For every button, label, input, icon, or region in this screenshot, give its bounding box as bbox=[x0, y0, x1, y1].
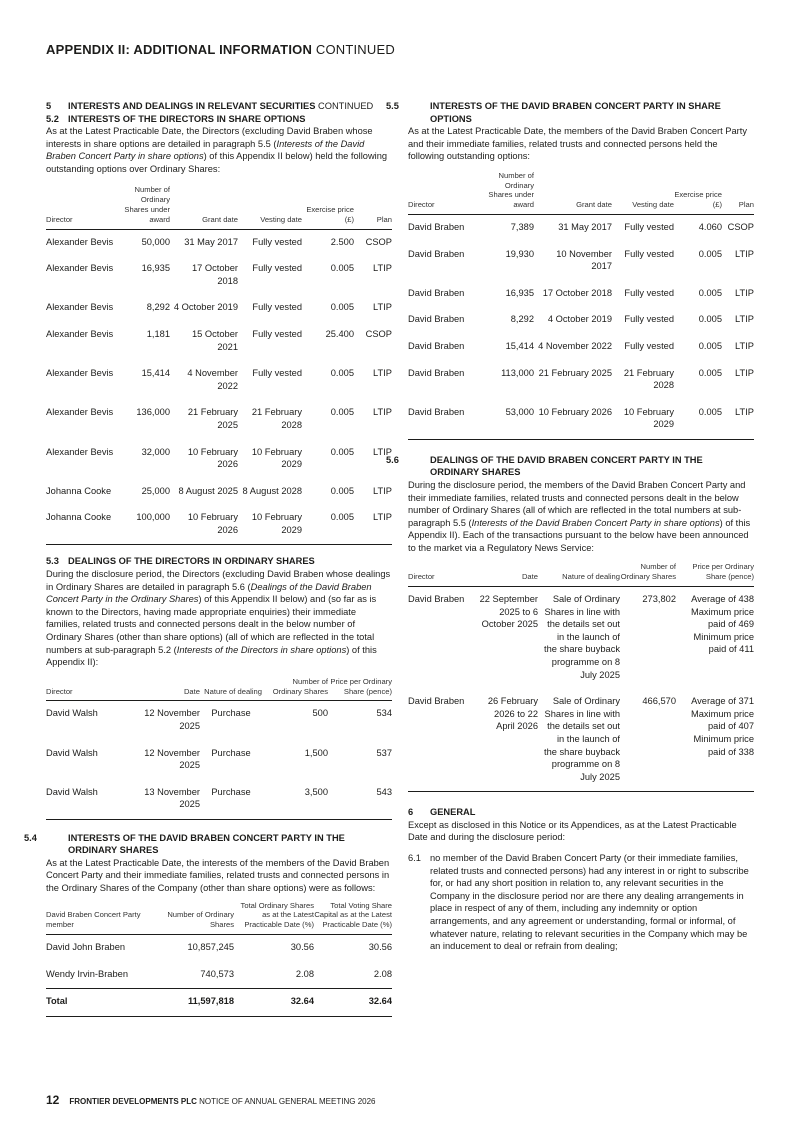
table-cell: 12 November 2025 bbox=[144, 708, 200, 731]
table-cell: LTIP bbox=[373, 485, 392, 496]
section-6-text: Except as disclosed in this Notice or its Appendices, as at the Latest Practicable Date and during the disclosure period: bbox=[408, 819, 737, 843]
table-cell: 4 October 2019 bbox=[173, 302, 238, 313]
page-footer bbox=[46, 1093, 375, 1107]
table-cell: 7,389 bbox=[510, 221, 534, 232]
section-5-5-heading: 5.5 INTERESTS OF THE DAVID BRABEN CONCERT PARTY IN SHARE OPTIONS bbox=[386, 101, 721, 124]
page-number: 12 bbox=[46, 1093, 60, 1107]
table-cell: 8,292 bbox=[510, 314, 534, 325]
table-cell: 3,500 bbox=[304, 786, 328, 797]
table-cell: 100,000 bbox=[136, 512, 170, 523]
directors-dealings-table: Director Date Nature of dealing Number of Ordinary Shares Price per Ordinary Share (pence) David Walsh 12 November 2025 Purchase 500 534 David Walsh 12 November 2025 Purchase 1,500 537 David Walsh 13 November 2025 Purchase 3,500 543 bbox=[46, 677, 392, 820]
table-cell: LTIP bbox=[735, 406, 754, 417]
table-cell: 4.060 bbox=[698, 221, 722, 232]
table-cell: 0.005 bbox=[330, 263, 354, 274]
table-cell: 543 bbox=[376, 786, 392, 797]
table-cell: 17 October 2018 bbox=[192, 263, 238, 286]
table-row bbox=[408, 334, 754, 361]
table-cell: LTIP bbox=[735, 367, 754, 378]
section-5-3-heading: 5.3 DEALINGS OF THE DIRECTORS IN ORDINARY SHARES bbox=[46, 556, 315, 567]
header-title: APPENDIX II: ADDITIONAL INFORMATION bbox=[46, 42, 313, 57]
table-cell: 10 November 2017 bbox=[556, 248, 612, 272]
footer-document: NOTICE OF ANNUAL GENERAL MEETING 2026 bbox=[196, 1097, 376, 1106]
table-cell: LTIP bbox=[373, 512, 392, 523]
table-cell: 21 February 2028 bbox=[623, 367, 674, 391]
table-cell: Fully vested bbox=[252, 368, 302, 379]
table-row bbox=[408, 400, 754, 440]
table-cell: 8,292 bbox=[146, 302, 170, 313]
table-cell: LTIP bbox=[373, 302, 392, 313]
left-column bbox=[24, 100, 392, 1017]
table-cell: 0.005 bbox=[698, 248, 722, 259]
concert-party-interests-table: David Braben Concert Party member Number of Ordinary Shares Total Ordinary Shares as at the Latest Practicable Date (%) Total Voting Share Capital as at the Latest Practicable Date (%) David John Braben 10,857,245 30.56 30.56 Wendy Irvin-Braben 740,573 2.08 2.08 Total 11,597,818 32.64 32.64 bbox=[46, 901, 392, 1017]
table-cell: 10 February 2029 bbox=[623, 406, 674, 430]
table-cell: Average of 371 Maximum price paid of 407 Minimum price paid of 338 bbox=[690, 696, 754, 757]
table-cell: 0.005 bbox=[330, 302, 354, 313]
table-row bbox=[408, 587, 754, 690]
table-cell: 10 February 2026 bbox=[538, 406, 612, 417]
table-row bbox=[46, 256, 392, 295]
table-cell: Fully vested bbox=[624, 287, 674, 298]
table-cell: 21 February 2025 bbox=[187, 407, 238, 430]
right-column bbox=[386, 100, 754, 953]
table-cell: David Braben bbox=[408, 406, 465, 417]
table-cell: 0.005 bbox=[698, 314, 722, 325]
table-cell: 50,000 bbox=[141, 236, 170, 247]
table-cell: Fully vested bbox=[624, 248, 674, 259]
table-cell: David John Braben bbox=[46, 942, 126, 953]
table-cell: LTIP bbox=[373, 368, 392, 379]
table-cell: 466,570 bbox=[642, 696, 676, 707]
table-cell: 1,181 bbox=[146, 328, 170, 339]
table-cell: LTIP bbox=[373, 407, 392, 418]
table-row bbox=[408, 689, 754, 792]
table-cell: David Braben bbox=[408, 248, 465, 259]
table-cell: 17 October 2018 bbox=[542, 287, 612, 298]
table-row bbox=[46, 229, 392, 256]
table-row bbox=[408, 242, 754, 281]
table-cell: Average of 438 Maximum price paid of 469 Minimum price paid of 411 bbox=[690, 594, 754, 655]
header-continued: CONTINUED bbox=[312, 42, 395, 57]
table-cell: Wendy Irvin-Braben bbox=[46, 968, 128, 979]
table-cell: Fully vested bbox=[252, 328, 302, 339]
table-cell: 4 November 2022 bbox=[538, 340, 612, 351]
table-cell: 31 May 2017 bbox=[558, 221, 612, 232]
table-row bbox=[408, 361, 754, 400]
section-5-5-text: As at the Latest Practicable Date, the members of the David Braben Concert Party and their immediate families, related trusts and connected persons held the following outstanding options: bbox=[408, 126, 747, 162]
table-cell: LTIP bbox=[735, 287, 754, 298]
section-5-4-heading: 5.4 INTERESTS OF THE DAVID BRABEN CONCERT PARTY IN THE ORDINARY SHARES bbox=[24, 832, 345, 856]
table-cell: Purchase bbox=[211, 747, 251, 758]
table-cell: 537 bbox=[376, 747, 392, 758]
table-cell: 0.005 bbox=[698, 367, 722, 378]
table-row bbox=[46, 440, 392, 479]
table-cell: 32,000 bbox=[141, 446, 170, 457]
table-cell: 10 February 2029 bbox=[251, 446, 302, 470]
list-item: 6.1 no member of the David Braben Concert Party (or their immediate families, related trusts and connected persons) had any interest in or right to subscribe for, or had any short position in relation to, any relevant securities in the Company in the disclosure period nor are there any dealing arrangements in place in respect of any of them, including any indemnity or option arrangements, and any agreement or understanding, formal or informal, of whatever nature, relating to relevant securities in the Company which may be an inducement to deal or refrain from dealing; bbox=[408, 853, 749, 952]
section-5-6-text: During the disclosure period, the members of the David Braben Concert Party and their immediate families, related trusts and connected persons dealt in the below number of Ordinary Shares (all of which are reflected in the total numbers at sub-paragraph 5.5 (Interests of the David Braben Concert Party in share options) of this Appendix II). Each of the transactions pursuant to the below have been announced to the market via a Regulatory News Service: bbox=[408, 479, 751, 553]
table-row bbox=[46, 479, 392, 506]
table-cell: CSOP bbox=[365, 236, 392, 247]
table-cell: 15,414 bbox=[141, 368, 170, 379]
table-cell: David Braben bbox=[408, 287, 465, 298]
table-cell: 534 bbox=[376, 708, 392, 719]
table-cell: 25,000 bbox=[141, 485, 170, 496]
table-row bbox=[46, 962, 392, 989]
table-cell: LTIP bbox=[373, 263, 392, 274]
table-cell: 740,573 bbox=[200, 968, 234, 979]
table-cell: David Walsh bbox=[46, 708, 98, 719]
table-row bbox=[46, 361, 392, 400]
table-cell: 16,935 bbox=[505, 287, 534, 298]
footer-company: FRONTIER DEVELOPMENTS PLC bbox=[69, 1097, 197, 1106]
table-cell: LTIP bbox=[373, 446, 392, 457]
table-cell: 113,000 bbox=[501, 367, 534, 378]
table-row bbox=[46, 701, 392, 741]
table-cell: 136,000 bbox=[136, 407, 170, 418]
table-cell: CSOP bbox=[365, 328, 392, 339]
table-cell: David Walsh bbox=[46, 747, 98, 758]
table-cell: David Braben bbox=[408, 594, 465, 605]
table-row bbox=[46, 741, 392, 780]
table-total-row: Total 11,597,818 32.64 32.64 bbox=[46, 989, 392, 1017]
table-cell: 12 November 2025 bbox=[144, 747, 200, 771]
directors-options-table: Director Number of Ordinary Shares under award Grant date Vesting date Exercise price (£) Plan Alexander Bevis 50,000 31 May 2017 Fully vested 2.500 CSOP Alexander Bevis 16,935 17 October 2018 Fully vested 0.005 LTIP Alexander Bevis 8,292 4 October 2019 Fully vested 0.005 LTIP Alexander Bevis 1,181 15 October 2021 Fully vested 25.400 CSOP Alexander Bevis 15,414 4 November 2022 Fully vested 0.005 LTIP Alexander Bevis 136,000 21 February 2025 21 February 2028 0.005 LTIP Alexander Bevis 32,000 10 February 2026 10 February 2029 0.005 LTIP Johanna Cooke 25,000 8 August 2025 8 August 2028 0.005 LTIP Johanna Cooke 100,000 10 February 2026 10 February 2029 0.005 LTIP bbox=[46, 185, 392, 545]
table-cell: 0.005 bbox=[330, 368, 354, 379]
table-cell: Johanna Cooke bbox=[46, 485, 112, 496]
table-cell: Alexander Bevis bbox=[46, 407, 114, 418]
table-cell: Sale of Ordinary Shares in line with the details set out in the launch of the share buyback programme on 8 July 2025 bbox=[544, 696, 620, 782]
table-cell: 31 May 2017 bbox=[184, 236, 238, 247]
table-cell: LTIP bbox=[735, 248, 754, 259]
table-cell: 10 February 2026 bbox=[187, 512, 238, 535]
table-cell: 30.56 bbox=[290, 942, 314, 953]
table-cell: David Braben bbox=[408, 367, 465, 378]
table-cell: Fully vested bbox=[252, 236, 302, 247]
table-cell: Alexander Bevis bbox=[46, 302, 114, 313]
table-cell: 4 October 2019 bbox=[547, 314, 612, 325]
table-cell: 0.005 bbox=[330, 407, 354, 418]
table-cell: Alexander Bevis bbox=[46, 446, 114, 457]
table-cell: 500 bbox=[312, 708, 328, 719]
table-cell: 0.005 bbox=[698, 406, 722, 417]
table-cell: LTIP bbox=[735, 314, 754, 325]
table-row bbox=[46, 935, 392, 962]
table-cell: Alexander Bevis bbox=[46, 368, 114, 379]
section-6-heading: 6 GENERAL bbox=[408, 807, 476, 818]
table-cell: 0.005 bbox=[330, 446, 354, 457]
table-cell: 26 February 2026 to 22 April 2026 bbox=[487, 696, 538, 732]
table-cell: LTIP bbox=[735, 340, 754, 351]
concert-party-options-table: Director Number of Ordinary Shares under award Grant date Vesting date Exercise price (£) Plan David Braben 7,389 31 May 2017 Fully vested 4.060 CSOP David Braben 19,930 10 November 2017 Fully vested 0.005 LTIP David Braben 16,935 17 October 2018 Fully vested 0.005 LTIP David Braben 8,292 4 October 2019 Fully vested 0.005 LTIP David Braben 15,414 4 November 2022 Fully vested 0.005 LTIP David Braben 113,000 21 February 2025 21 February 2028 0.005 LTIP David Braben 53,000 10 February 2026 10 February 2029 0.005 LTIP bbox=[408, 171, 754, 440]
section-5-heading: 5 INTERESTS AND DEALINGS IN RELEVANT SECURITIES CONTINUED bbox=[46, 101, 374, 111]
table-cell: 13 November 2025 bbox=[144, 786, 200, 810]
table-cell: Alexander Bevis bbox=[46, 263, 114, 274]
table-cell: 2.500 bbox=[330, 236, 354, 247]
table-cell: Fully vested bbox=[624, 314, 674, 325]
table-cell: Fully vested bbox=[624, 340, 674, 351]
table-cell: 22 September 2025 to 6 October 2025 bbox=[479, 594, 538, 630]
table-cell: 10 February 2026 bbox=[187, 446, 238, 470]
table-cell: David Walsh bbox=[46, 786, 98, 797]
table-row bbox=[46, 322, 392, 361]
table-cell: 21 February 2028 bbox=[251, 407, 302, 430]
table-cell: David Braben bbox=[408, 696, 465, 707]
table-cell: 0.005 bbox=[698, 287, 722, 298]
table-cell: CSOP bbox=[727, 221, 754, 232]
table-cell: 21 February 2025 bbox=[538, 367, 612, 378]
table-cell: Purchase bbox=[211, 708, 251, 719]
table-cell: 53,000 bbox=[505, 406, 534, 417]
table-cell: 2.08 bbox=[373, 968, 392, 979]
table-cell: 15 October 2021 bbox=[192, 328, 238, 352]
table-row bbox=[408, 281, 754, 308]
table-cell: David Braben bbox=[408, 314, 465, 325]
concert-party-dealings-table: Director Date Nature of dealing Number of Ordinary Shares Price per Ordinary Share (pence) David Braben 22 September 2025 to 6 October 2025 Sale of Ordinary Shares in line with the details set out in the launch of the share buyback programme on 8 July 2025 273,802 Average of 438 Maximum price paid of 469 Minimum price paid of 411 David Braben 26 February 2026 to 22 April 2026 Sale of Ordinary Shares in line with the details set out in the launch of the share buyback programme on 8 July 2025 466,570 Average of 371 Maximum price paid of 407 Minimum price paid of 338 bbox=[408, 562, 754, 792]
table-cell: Fully vested bbox=[624, 221, 674, 232]
table-cell: Johanna Cooke bbox=[46, 512, 112, 523]
table-cell: 10 February 2029 bbox=[251, 512, 302, 535]
table-cell: 16,935 bbox=[141, 263, 170, 274]
table-cell: 273,802 bbox=[642, 594, 676, 605]
table-cell: 15,414 bbox=[505, 340, 534, 351]
table-cell: 4 November 2022 bbox=[187, 368, 238, 391]
section-5-3-text: During the disclosure period, the Directors (excluding David Braben whose dealings in Ordinary Shares are detailed in paragraph 5.6 (Dealings of the David Braben Concert Party in the Ordinary Shares) of this Appendix II below) and (so far as is known to the Directors, having made appropriate enquiries) their immediate families, related trusts and connected persons dealt in the below number of Ordinary Shares (other than share options) (all of which are reflected in the total numbers at sub-paragraph 5.2 (Interests of the Directors in share options) of this Appendix II): bbox=[46, 568, 391, 668]
table-cell: Sale of Ordinary Shares in line with the details set out in the launch of the share buyback programme on 8 July 2025 bbox=[544, 594, 620, 680]
section-5-2-heading: 5.2 INTERESTS OF THE DIRECTORS IN SHARE OPTIONS bbox=[46, 113, 306, 124]
section-5-6-heading: 5.6 DEALINGS OF THE DAVID BRABEN CONCERT PARTY IN THE ORDINARY SHARES bbox=[386, 454, 703, 478]
table-cell: 8 August 2028 bbox=[242, 485, 302, 496]
table-cell: 0.005 bbox=[330, 512, 354, 523]
table-cell: 30.56 bbox=[368, 942, 392, 953]
table-cell: 0.005 bbox=[330, 485, 354, 496]
table-cell: 1,500 bbox=[304, 747, 328, 758]
table-cell: Alexander Bevis bbox=[46, 328, 114, 339]
table-row bbox=[46, 400, 392, 439]
table-cell: Fully vested bbox=[252, 263, 302, 274]
table-cell: 2.08 bbox=[295, 968, 314, 979]
table-cell: 0.005 bbox=[698, 340, 722, 351]
table-cell: David Braben bbox=[408, 340, 465, 351]
section-5-2-text: As at the Latest Practicable Date, the Directors (excluding David Braben whose interests in share options are detailed in paragraph 5.5 (Interests of the David Braben Concert Party in share options) of this Appendix II below) held the following outstanding options over Ordinary Shares: bbox=[46, 126, 388, 174]
table-cell: Alexander Bevis bbox=[46, 236, 114, 247]
table-row bbox=[408, 214, 754, 241]
table-cell: 19,930 bbox=[505, 248, 534, 259]
table-row bbox=[46, 295, 392, 322]
table-row bbox=[46, 505, 392, 545]
page-header bbox=[46, 42, 395, 57]
section-5-4-text: As at the Latest Practicable Date, the interests of the members of the David Braben Concert Party and their immediate families, related trusts and connected persons in the Ordinary Shares of the Company (other than share options) were as follows: bbox=[46, 857, 390, 894]
table-row bbox=[408, 307, 754, 334]
table-cell: Fully vested bbox=[252, 302, 302, 313]
table-cell: David Braben bbox=[408, 221, 465, 232]
table-cell: 25.400 bbox=[325, 328, 354, 339]
table-cell: 10,857,245 bbox=[187, 942, 234, 953]
table-cell: Purchase bbox=[211, 786, 251, 797]
table-row bbox=[46, 780, 392, 820]
table-cell: 8 August 2025 bbox=[178, 485, 238, 496]
